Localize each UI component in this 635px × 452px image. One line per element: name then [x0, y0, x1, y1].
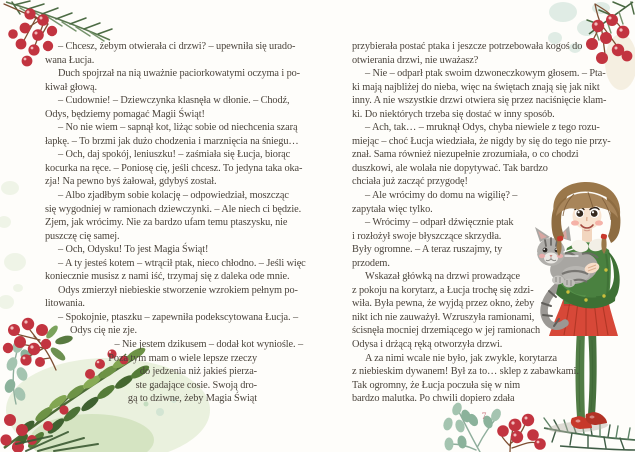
text-line: – Chcesz, żebym otwierała ci drzwi? – upewniła się urado-: [58, 41, 296, 52]
text-line: przybierała postać ptaka i jeszcze potrzebowała kogoś do: [352, 41, 583, 52]
text-line: łapkę. – To brzmi jak dużo chodzenia i marznięcia na śniegu…: [45, 135, 299, 147]
text-line: zapytała więc tylko.: [352, 203, 433, 215]
text-line: Zjem, jak wrócimy. Nie za bardzo ufam temu ptaszysku, nie: [45, 217, 288, 229]
text-line: – No nie wiem – sapnął kot, liżąc sobie od niechcenia szarą: [58, 122, 298, 134]
text-line: znał. Sama również niezupełnie zrozumiała, o co chodzi: [352, 149, 579, 161]
text-line: – Nie jestem dzikusem – dodał kot wyniośle. –: [114, 339, 303, 351]
text-line: z pokoju na korytarz, a Łucja trochę się zdzi-: [352, 284, 534, 296]
text-line: ki mają najbliżej do nieba, więc na świętach znają się jak nikt: [352, 81, 600, 93]
text-line: przodem.: [352, 257, 390, 269]
text-line: Wskazał główką na drzwi prowadzące: [365, 271, 520, 283]
text-line: Duch spojrzał na nią uważnie paciorkowatymi oczyma i po-: [58, 68, 301, 80]
text-line: otwierania drzwi, nie uważasz?: [352, 54, 479, 66]
text-line: nikt ich nie zauważył. Wzruszyła ramionami,: [352, 311, 535, 323]
text-line: – Ale wrócimy do domu na wigilię? –: [365, 190, 518, 202]
text-line: Odys, będziemy pomagać Magii Świąt!: [45, 108, 205, 120]
text-line: Odysa i drżącą ręką otworzyła drzwi.: [352, 339, 503, 351]
text-line: inny. A nie wszystkie drzwi otwiera się przez naciśnięcie klam-: [352, 95, 607, 107]
sage-sprig-icon: [442, 401, 503, 452]
text-line: – A ty jesteś kotem – wtrącił ptak, nieco chłodno. – Jeśli więc: [58, 257, 306, 269]
text-line: ścisnęła mocniej drzemiącego w jej ramionach: [352, 325, 541, 337]
text-line: A za nimi wcale nie było, jak zwykle, korytarza: [365, 352, 558, 364]
text-line: się wygodniej w ramionach dziewczynki. – Ale niech ci będzie.: [45, 203, 302, 215]
text-line: – Albo zjadłbym sobie kolację – odpowiedział, moszcząc: [58, 190, 289, 202]
text-line: bardzo malutka. Po chwili dopiero zdała: [352, 393, 515, 405]
text-line: Były ogromne. – A teraz ruszajmy, ty: [352, 244, 503, 256]
right-page-text: [352, 40, 610, 406]
pine-needles-icon: [6, 1, 112, 41]
text-line: duszkowi, ale wolała nie dopytywać. Tak bardzo: [352, 162, 548, 174]
text-line: i rozłożył swoje błyszczące skrzydła.: [352, 230, 502, 242]
text-line: – Spokojnie, ptaszku – zapewniła podekscytowana Łucja. –: [58, 311, 299, 323]
text-line: ste gadające cosie. Swoją dro-: [135, 379, 257, 391]
text-line: Odys zmierzył niebieskie stworzenie wzrokiem pełnym po-: [58, 284, 298, 296]
text-line: – Cudownie! – Dziewczynka klasnęła w dłonie. – Chodź,: [58, 95, 290, 107]
text-line: gą to dziwne, żeby Magia Świąt: [127, 393, 257, 405]
text-line: zja! Na pewno byś żałował, gdybyś został.: [45, 176, 217, 188]
text-line: miejąc – choć Łucja wiedziała, że nigdy by się do tego nie przy-: [352, 135, 611, 147]
text-line: kocurka na ręce. – Poniosę cię, jeśli chcesz. To jedyna taka oka-: [45, 162, 303, 174]
text-line: wana Łucja.: [45, 54, 95, 66]
text-line: litowania.: [45, 298, 85, 310]
page-number: 7: [481, 412, 487, 422]
text-line: Odys cię nie zje.: [70, 325, 137, 337]
text-line: – Och, daj spokój, leniuszku! – zaśmiała się Łucja, biorąc: [58, 149, 291, 161]
text-line: chciała już zacząć przygodę!: [352, 176, 468, 188]
text-line: – Nie – odparł ptak swoim dzwoneczkowym głosem. – Pta-: [365, 68, 606, 80]
text-line: puszczę cię samej.: [45, 230, 120, 242]
text-line: do jedzenia niż jakieś pierza-: [139, 366, 257, 378]
text-line: Poza tym mam o wiele lepsze rzeczy: [108, 352, 257, 364]
text-line: ki. Do niektórych trzeba się dostać w inny sposób.: [352, 108, 555, 120]
text-line: Tak ogromny, że Łucja poczuła się w nim: [352, 379, 520, 391]
text-line: – Ach, tak… – mruknął Odys, chyba niewiele z tego rozu-: [365, 122, 600, 134]
text-line: – Och, Odysku! To jest Magia Świąt!: [58, 244, 209, 256]
text-line: z niebieskim dywanem! Był za to… sklep z zabawkami.: [352, 366, 579, 378]
text-line: wiła. Była pewna, że wyjdą przez okno, żeby: [352, 298, 535, 310]
text-line: – Wrócimy – odparł dźwięcznie ptak: [365, 217, 514, 229]
left-page-text: [45, 40, 306, 406]
text-line: koniecznie musisz z nami iść, trzymaj się z daleka ode mnie.: [45, 271, 290, 283]
text-line: kiwał głową.: [45, 81, 97, 93]
